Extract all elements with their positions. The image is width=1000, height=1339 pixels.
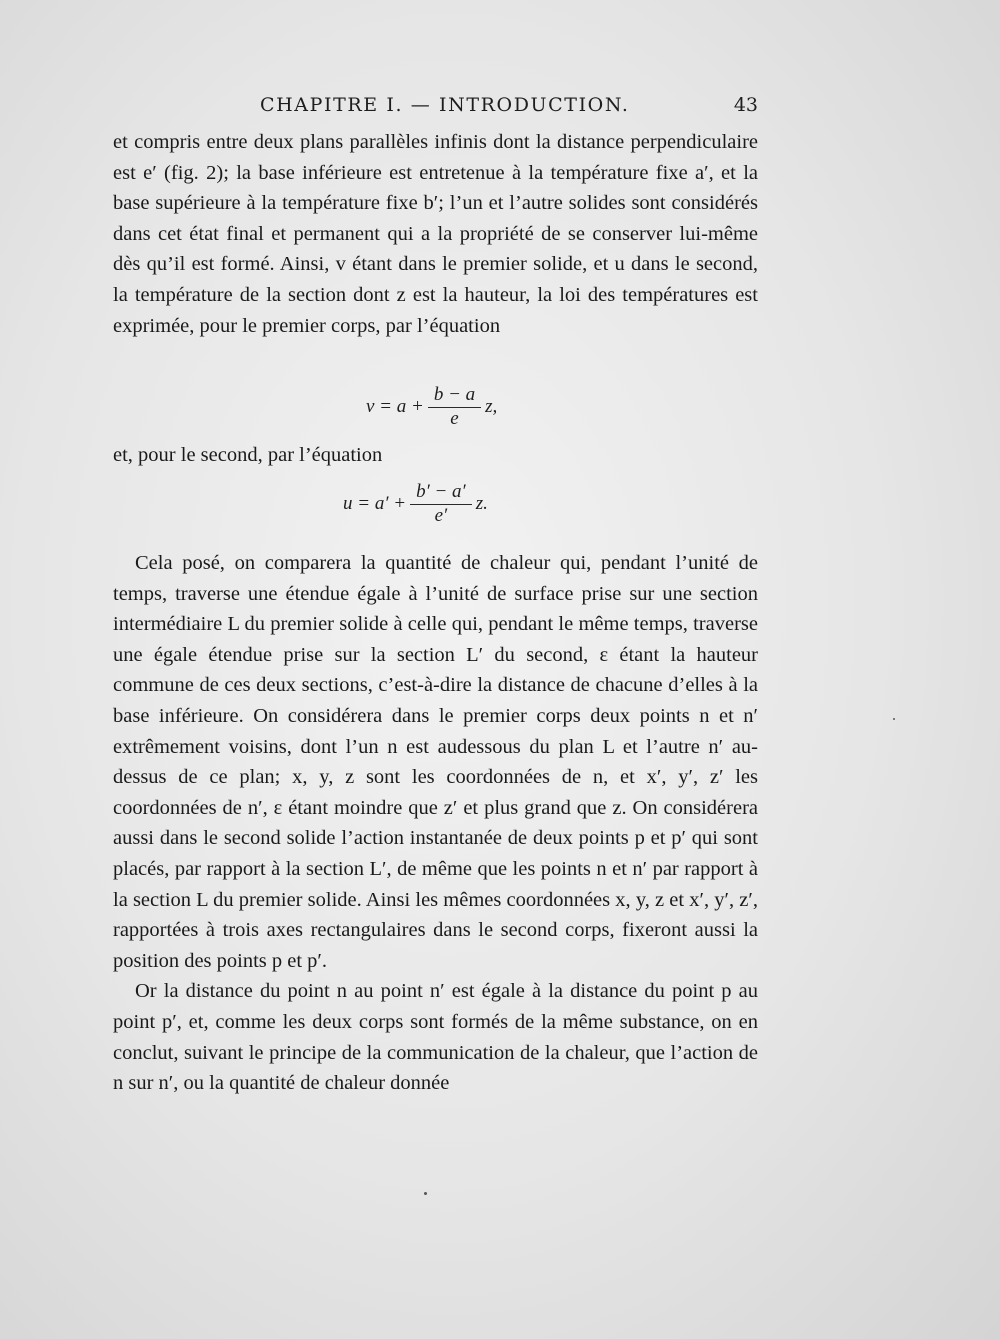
equation-1 (366, 384, 497, 430)
paragraph-3: Cela posé, on comparera la quantité de chaleur qui, pendant l’unité de temps, traverse une étendue égale à l’unité de surface prise sur une section intermédiaire L du premier solide à celle qui, pendant le même temps, traverse une égale étendue prise sur la section L′ du second, ε étant la hauteur commune de ces deux sections, c’est-à-dire la distance de chacune d’elles à la base inférieure. On considérera dans le premier corps deux points n et n′ extrêmement voisins, dont l’un n est audessous du plan L et l’autre n′ au-dessus de ce plan; x, y, z sont les coordonnées de n, et x′, y′, z′ les coordonnées de n′, ε étant moindre que z′ et plus grand que z. On considérera aussi dans le second solide l’action instantanée de deux points p et p′ qui sont placés, par rapport à la section L′, de même que les points n et n′ par rapport à la section L du premier solide. Ainsi les mêmes coordonnées x, y, z et x′, y′, z′, rapportées à trois axes rectangulaires dans le second corps, fixeront aussi la position des points p et p′. (113, 552, 758, 972)
equation-1-numerator: b − a (428, 384, 481, 408)
text-block-1 (113, 127, 758, 341)
text-block-3 (113, 548, 758, 1099)
equation-2-numerator: b′ − a′ (410, 481, 472, 505)
equation-2-fraction (410, 481, 472, 527)
running-header (113, 94, 758, 120)
equation-2-denominator: e′ (434, 505, 448, 526)
paragraph-2: et, pour le second, par l’équation (113, 444, 383, 466)
equation-1-lhs: v = a + (366, 396, 424, 417)
equation-1-denominator: e (450, 408, 459, 429)
page-number: 43 (733, 94, 758, 116)
text-block-2 (113, 440, 758, 471)
paragraph-1: et compris entre deux plans parallèles infinis dont la distance perpendiculaire est e′ (fig. 2); la base inférieure est entretenue à la température fixe a′, et la base supérieure à la température fixe b′; l’un et l’autre solides sont considérés dans cet état final et permanent qui a la propriété de se conserver lui-même dès qu’il est formé. Ainsi, v étant dans le premier solide, et u dans le second, la température de la section dont z est la hauteur, la loi des températures est exprimée, pour le premier corps, par l’équation (113, 131, 758, 337)
equation-2-lhs: u = a′ + (343, 493, 407, 514)
equation-1-fraction (428, 384, 481, 430)
paper-speck (424, 1192, 427, 1195)
chapter-title: CHAPITRE I. — INTRODUCTION. (260, 94, 630, 116)
paper-speck (893, 718, 895, 720)
paragraph-4: Or la distance du point n au point n′ est égale à la distance du point p au point p′, et, comme les deux corps sont formés de la même substance, on en conclut, suivant le principe de la communication de la chaleur, que l’action de n sur n′, ou la quantité de chaleur donnée (113, 980, 758, 1095)
equation-2-rhs: z. (475, 493, 488, 514)
equation-2 (343, 481, 488, 527)
equation-1-rhs: z, (485, 396, 498, 417)
